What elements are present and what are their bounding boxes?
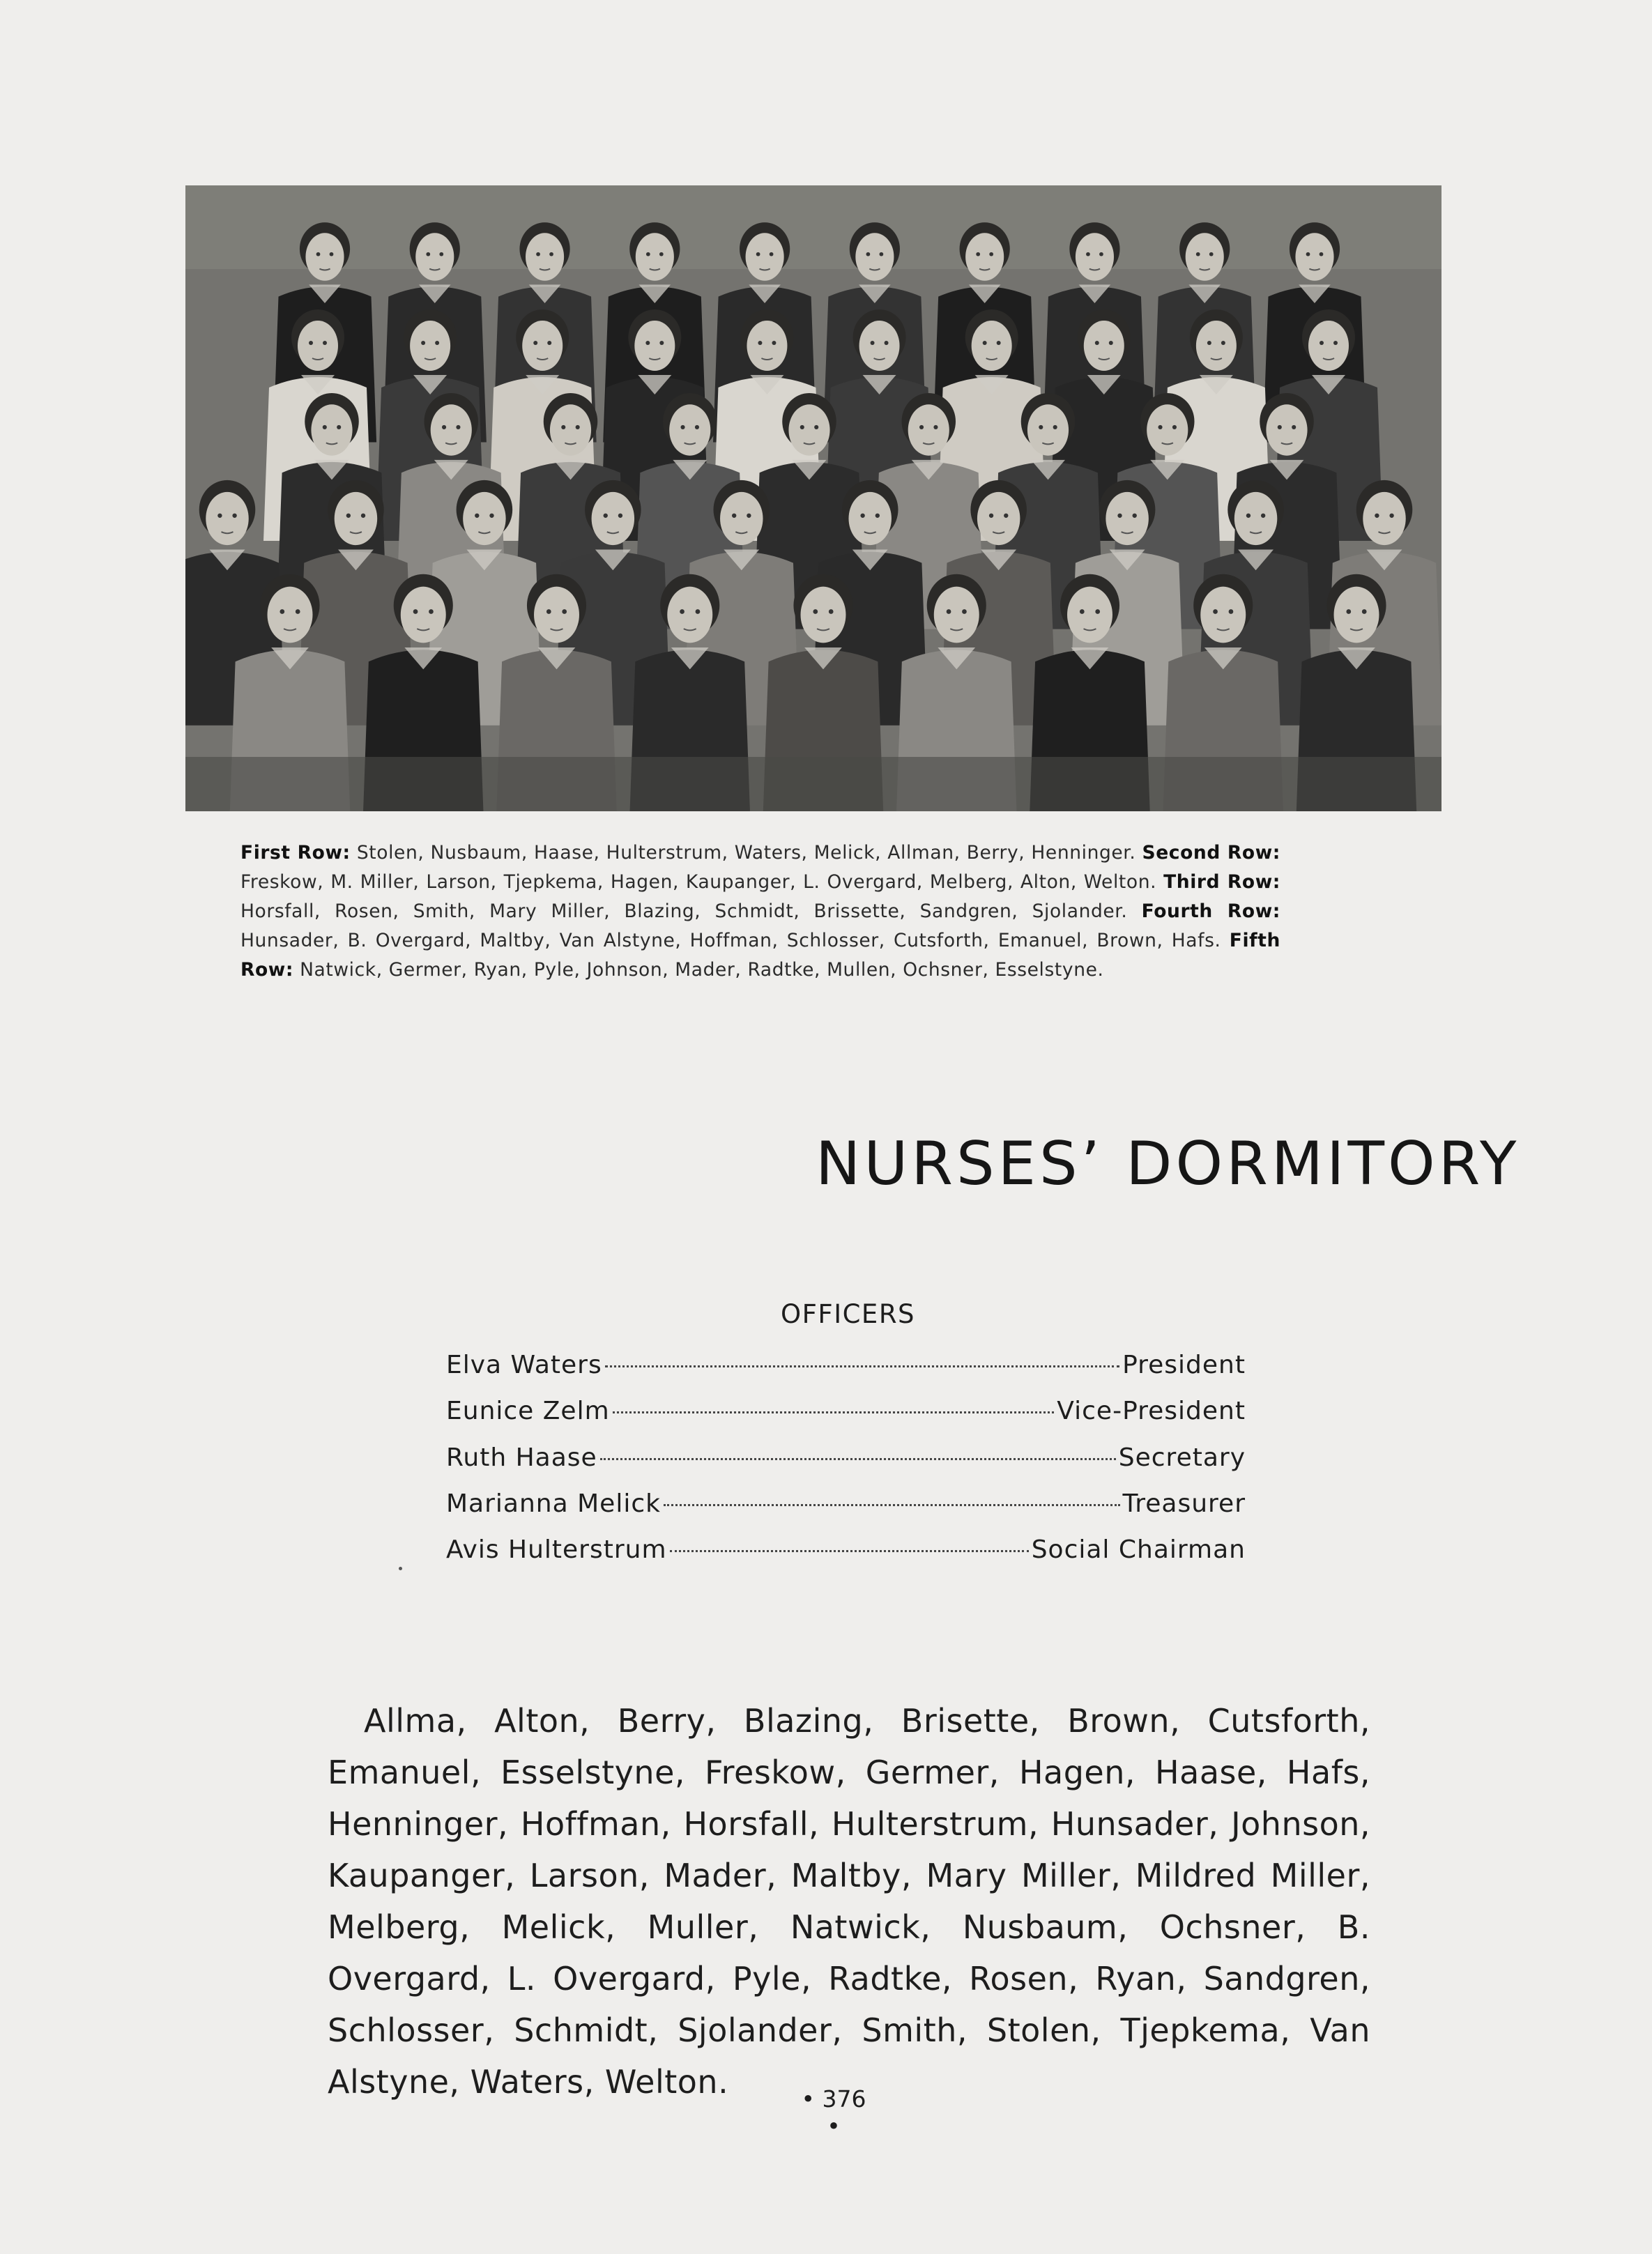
page-title: NURSES’ DORMITORY (816, 1129, 1520, 1199)
officer-title: Treasurer (1122, 1489, 1246, 1518)
dot-leader (600, 1457, 1116, 1460)
officer-row (446, 1535, 1246, 1570)
caption-row-label: Third Row: (1163, 871, 1281, 893)
caption-row-label: First Row: (240, 842, 351, 864)
officer-row (446, 1351, 1246, 1386)
caption-row-names: Natwick, Germer, Ryan, Pyle, Johnson, Mader, Radtke, Mullen, Ochsner, Esselstyne. (293, 959, 1104, 981)
photo-caption (240, 838, 1280, 985)
caption-row-label: Fifth Row: (240, 930, 1280, 981)
officer-name: Eunice Zelm (446, 1397, 610, 1425)
officer-name: Elva Waters (446, 1351, 602, 1379)
officers-heading: OFFICERS (781, 1299, 916, 1329)
officer-row (446, 1443, 1246, 1478)
caption-row-names: Hunsader, B. Overgard, Maltby, Van Alstyne, Hoffman, Schlosser, Cutsforth, Emanuel, Brown, Hafs. (240, 930, 1230, 951)
officer-name: Ruth Haase (446, 1443, 597, 1472)
officer-title: President (1122, 1351, 1246, 1379)
caption-row-label: Second Row: (1142, 842, 1280, 864)
dot-leader (613, 1411, 1055, 1413)
officer-name: Avis Hulterstrum (446, 1535, 667, 1564)
group-photo (185, 185, 1441, 811)
page-number: • 376 • (801, 2085, 866, 2140)
dot-leader (605, 1365, 1119, 1367)
caption-row-label: Fourth Row: (1141, 900, 1280, 922)
dot-leader (664, 1503, 1120, 1506)
group-photo-illustration (185, 185, 1441, 811)
caption-row-names: Freskow, M. Miller, Larson, Tjepkema, Hagen, Kaupanger, L. Overgard, Melberg, Alton, Welton. (240, 871, 1164, 893)
print-speck (399, 1567, 402, 1570)
dot-leader (670, 1549, 1029, 1552)
officer-row (446, 1489, 1246, 1524)
officer-title: Social Chairman (1031, 1535, 1246, 1564)
members-list: Allma, Alton, Berry, Blazing, Brisette, Brown, Cutsforth, Emanuel, Esselstyne, Freskow, Germer, Hagen, Haase, Hafs, Henninger, Hoffman, Horsfall, Hulterstrum, Hunsader, Johnson, Kaupanger, Larson, Mader, Maltby, Mary Miller, Mildred Miller, Melberg, Melick, Muller, Natwick, Nusbaum, Ochsner, B. Overgard, L. Overgard, Pyle, Radtke, Rosen, Ryan, Sandgren, Schlosser, Schmidt, Sjolander, Smith, Stolen, Tjepkema, Van Alstyne, Waters, Welton. (328, 1702, 1370, 2101)
officer-title: Vice-President (1057, 1397, 1246, 1425)
caption-row-names: Horsfall, Rosen, Smith, Mary Miller, Blazing, Schmidt, Brissette, Sandgren, Sjolander. (240, 900, 1142, 922)
officer-name: Marianna Melick (446, 1489, 661, 1518)
caption-row-names: Stolen, Nusbaum, Haase, Hulterstrum, Waters, Melick, Allman, Berry, Henninger. (350, 842, 1142, 864)
officer-title: Secretary (1118, 1443, 1246, 1472)
officer-row (446, 1397, 1246, 1432)
